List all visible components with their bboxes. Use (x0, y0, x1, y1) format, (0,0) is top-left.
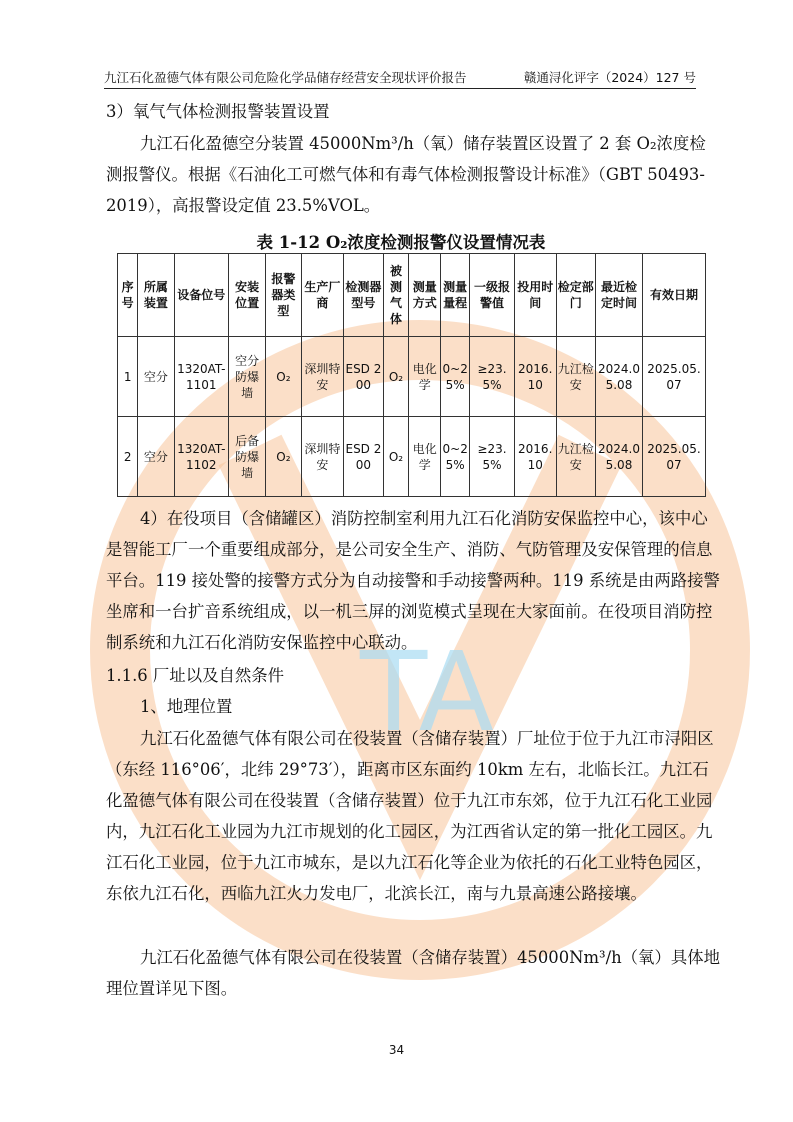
table-header-cell: 所属装置 (138, 254, 174, 337)
geography-heading: 1、地理位置 (140, 697, 233, 716)
table-caption: 表 1-12 O₂浓度检测报警仪设置情况表 (256, 233, 546, 252)
table-cell: 2016.10 (514, 417, 556, 497)
section-heading: 3）氧气气体检测报警装置设置 (106, 102, 330, 121)
paragraph-fire-control: 4）在役项目（含储罐区）消防控制室利用九江石化消防安保监控中心，该中心是智能工厂一个重要组成部分，是公司安全生产、消防、气防管理及安保管理的信息平台。119 接处警的接警方式分为自动接警和手动接警两种。119 系统是由两路接警坐席和一台扩音系统组成，以一机三屏的浏览模式呈现在大家面前。在役项目消防控制系统和九江石化消防安保监控中心联动。 (106, 509, 720, 652)
table-cell: 1320AT-1101 (174, 337, 228, 417)
header-report-number: 赣通浔化评字（2024）127 号 (523, 70, 696, 85)
table-header-cell: 最近检定时间 (596, 254, 643, 337)
table-cell: O₂ (383, 337, 409, 417)
table-cell: 九江检安 (556, 337, 595, 417)
table-header-cell: 一级报警值 (470, 254, 515, 337)
table-header-cell: 测量方式 (409, 254, 441, 337)
table-header-cell: 测量量程 (441, 254, 470, 337)
table-cell: 0~25% (441, 337, 470, 417)
page-header (104, 67, 696, 89)
table-header-cell: 投用时间 (514, 254, 556, 337)
table-header-cell: 序号 (118, 254, 138, 337)
table-cell: 0~25% (441, 417, 470, 497)
table-cell: 空分防爆墙 (228, 337, 265, 417)
table-cell: ≥23.5% (470, 337, 515, 417)
table-header-cell: 检定部门 (556, 254, 595, 337)
table-cell: O₂ (383, 417, 409, 497)
table-header-cell: 被测气体 (383, 254, 409, 337)
table-header-cell: 有效日期 (642, 254, 705, 337)
table-header-cell: 设备位号 (174, 254, 228, 337)
table-cell: 2025.05.07 (642, 417, 705, 497)
table-cell: 2024.05.08 (596, 337, 643, 417)
table-header-row (118, 254, 706, 337)
table-cell: 九江检安 (556, 417, 595, 497)
table-cell: O₂ (266, 337, 301, 417)
table-cell: 空分 (138, 417, 174, 497)
table-cell: 空分 (138, 337, 174, 417)
detector-table (117, 253, 706, 497)
paragraph-oxygen-detectors: 九江石化盈德空分装置 45000Nm³/h（氧）储存装置区设置了 2 套 O₂浓度检测报警仪。根据《石油化工可燃气体和有毒气体检测报警设计标准》（GBT 50493-2019），高报警设定值 23.5%VOL。 (106, 134, 706, 215)
subsection-title: 1.1.6 厂址以及自然条件 (106, 666, 285, 685)
table-cell: ≥23.5% (470, 417, 515, 497)
table-cell: 电化学 (409, 337, 441, 417)
table-cell: 深圳特安 (301, 417, 344, 497)
table-header-cell: 生产厂商 (301, 254, 344, 337)
table-header-cell: 报警器类型 (266, 254, 301, 337)
table-cell: O₂ (266, 417, 301, 497)
table-cell: 2024.05.08 (596, 417, 643, 497)
table-cell: 2025.05.07 (642, 337, 705, 417)
table-row (118, 417, 706, 497)
table-cell: ESD 200 (344, 337, 383, 417)
table-cell: 2 (118, 417, 138, 497)
table-cell: 2016.10 (514, 337, 556, 417)
paragraph-location-figure: 九江石化盈德气体有限公司在役装置（含储存装置）45000Nm³/h（氧）具体地理位置详见下图。 (106, 948, 721, 998)
table-cell: ESD 200 (344, 417, 383, 497)
header-title: 九江石化盈德气体有限公司危险化学品储存经营安全现状评价报告 (104, 70, 467, 85)
page-number: 34 (388, 1043, 405, 1057)
watermark-text: TA (360, 628, 494, 756)
table-row (118, 337, 706, 417)
table-header-cell: 检测器型号 (344, 254, 383, 337)
paragraph-geography: 九江石化盈德气体有限公司在役装置（含储存装置）厂址位于位于九江市浔阳区（东经 116°06′，北纬 29°73′），距离市区东面约 10km 左右，北临长江。九江石化盈德气体有限公司在役装置（含储存装置）位于九江市东郊，位于九江石化工业园内，九江石化工业园为九江市规划的化工园区，为江西省认定的第一批化工园区。九江石化工业园，位于九江市城东，是以九江石化等企业为依托的石化工业特色园区，东依九江石化，西临九江火力发电厂，北滨长江，南与九景高速公路接壤。 (106, 729, 714, 903)
table-cell: 电化学 (409, 417, 441, 497)
table-cell: 深圳特安 (301, 337, 344, 417)
table-cell: 后备防爆墙 (228, 417, 265, 497)
table-cell: 1 (118, 337, 138, 417)
table-header-cell: 安装位置 (228, 254, 265, 337)
table-cell: 1320AT-1102 (174, 417, 228, 497)
